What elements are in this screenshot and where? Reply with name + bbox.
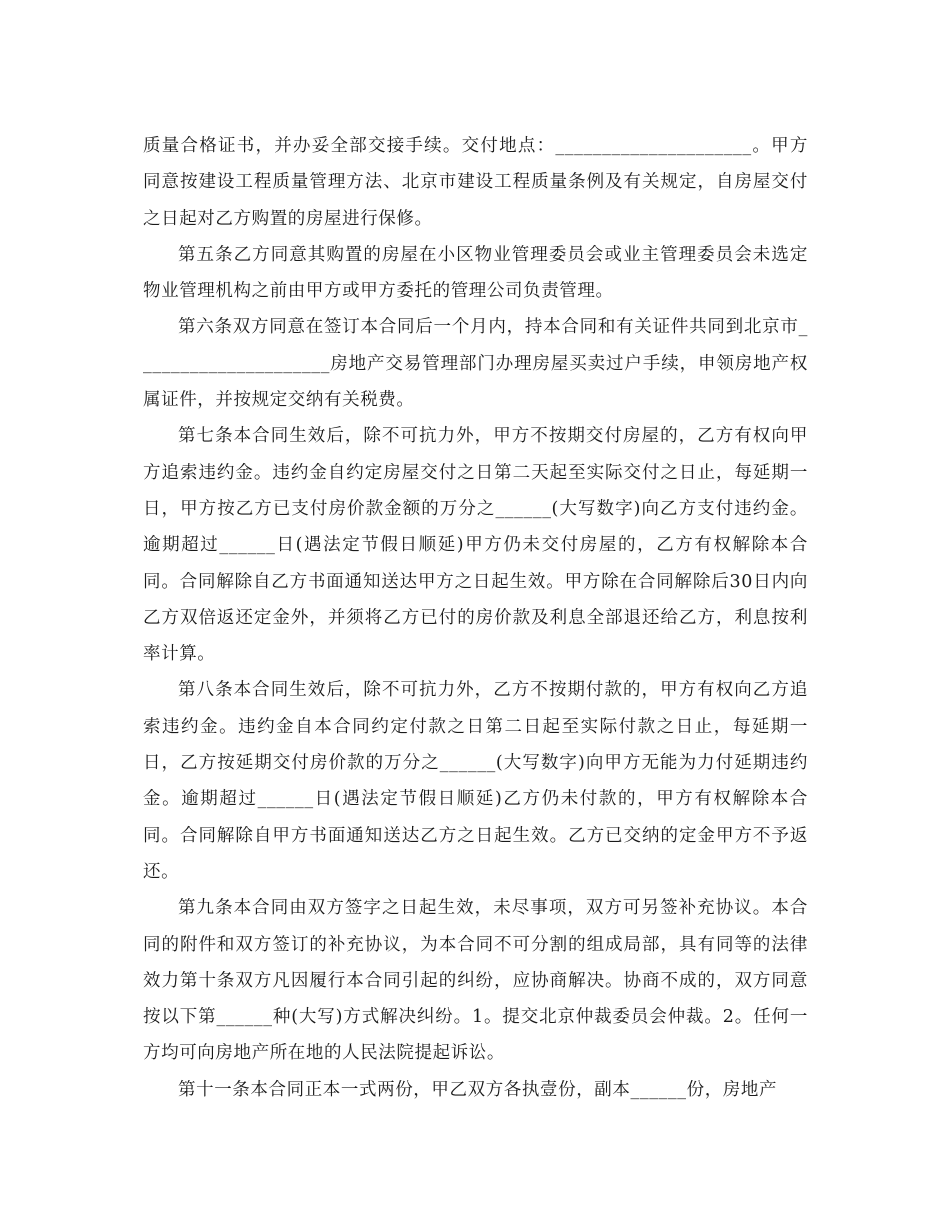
- paragraph-article-11: 第十一条本合同正本一式两份，甲乙双方各执壹份，副本______份，房地产: [178, 1079, 778, 1100]
- paragraph-article-6: 第六条双方同意在签订本合同后一个月内，持本合同和有关证件共同到北京市_____________________房地产交易管理部门办理房屋买卖过户手续，申领房地产权属证件，并按规定交纳有关税费。: [143, 317, 808, 411]
- document-body: [143, 128, 808, 1108]
- paragraph-continued: 质量合格证书，并办妥全部交接手续。交付地点：_____________________。甲方同意按建设工程质量管理方法、北京市建设工程质量条例及有关规定，自房屋交付之日起对乙方购置的房屋进行保修。: [143, 136, 808, 229]
- paragraph-article-8: 第八条本合同生效后，除不可抗力外，乙方不按期付款的，甲方有权向乙方追索违约金。违约金自本合同约定付款之日第二日起至实际付款之日止，每延期一日，乙方按延期交付房价款的万分之______(大写数字)向甲方无能为力付延期违约金。逾期超过______日(遇法定节假日顺延)乙方仍未付款的，甲方有权解除本合同。合同解除自甲方书面通知送达乙方之日起生效。乙方已交纳的定金甲方不予返还。: [143, 680, 808, 882]
- paragraph-article-9: 第九条本合同由双方签字之日起生效，未尽事项，双方可另签补充协议。本合同的附件和双方签订的补充协议，为本合同不可分割的组成局部，具有同等的法律效力第十条双方凡因履行本合同引起的纠纷，应协商解决。协商不成的，双方同意按以下第______种(大写)方式解决纠纷。1。提交北京仲裁委员会仲裁。2。任何一方均可向房地产所在地的人民法院提起诉讼。: [143, 898, 808, 1064]
- paragraph-article-7: 第七条本合同生效后，除不可抗力外，甲方不按期交付房屋的，乙方有权向甲方追索违约金。违约金自约定房屋交付之日第二天起至实际交付之日止，每延期一日，甲方按乙方已支付房价款金额的万分之______(大写数字)向乙方支付违约金。逾期超过______日(遇法定节假日顺延)甲方仍未交付房屋的，乙方有权解除本合同。合同解除自乙方书面通知送达甲方之日起生效。甲方除在合同解除后30日内向乙方双倍返还定金外，并须将乙方已付的房价款及利息全部退还给乙方，利息按利率计算。: [143, 426, 808, 665]
- paragraph-article-5: 第五条乙方同意其购置的房屋在小区物业管理委员会或业主管理委员会未选定物业管理机构之前由甲方或甲方委托的管理公司负责管理。: [143, 244, 808, 302]
